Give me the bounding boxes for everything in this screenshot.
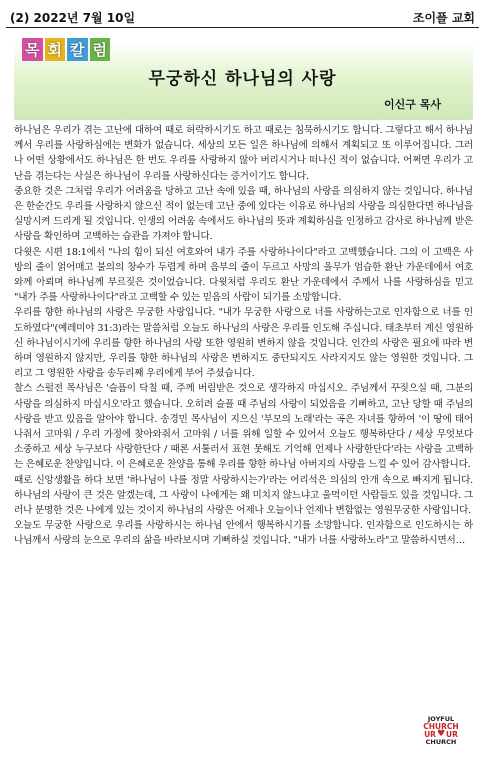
logo-ur-text: UR [424, 729, 436, 739]
issue-date: (2) 2022년 7월 10일 [10, 10, 136, 25]
heart-icon: ♥ [436, 729, 446, 739]
church-logo [418, 716, 464, 760]
logo-ur-text: UR [446, 729, 458, 739]
paragraph: 우리를 향한 하나님의 사랑은 무궁한 사랑입니다. "내가 무궁한 사랑으로 너를 사랑하는고로 인자함으로 너를 인도하였다"(예레미야 31:3)라는 말씀처럼 오늘도 하나님의 사랑은 우리를 인도해 주십니다. 태초부터 계신 영원하신 하나님이시기에 우리를 향한 하나님의 사랑 또한 영원히 변하지 않을 것입니다. 인간의 사랑은 필요에 따라 변하며 영원하지 않지만, 우리를 향한 하나님의 사랑은 변하지도 중단되지도 사라지지도 않는 영원한 것입니다. 그리고 그 영원한 사랑을 송두리째 우리에게 부어 주셨습니다. [14, 307, 473, 380]
paragraph: 중요한 것은 그처럼 우리가 어려움을 당하고 고난 속에 있을 때, 하나님의 사랑을 의심하지 않는 것입니다. 하나님은 한순간도 우리를 사랑하지 않으신 적이 없는데 고난 중에 있다는 이유로 하나님의 사랑을 의심한다면 하나님을 실망시켜 드리게 될 것입니다. 인생의 어려움 속에서도 하나님의 뜻과 계획하심을 인정하고 감사로 하나님께 받은 사랑을 확인하며 고백하는 습관을 가져야 합니다. [14, 185, 473, 243]
church-name: 조이플 교회 [412, 10, 475, 25]
logo-church-text: CHURCH [423, 721, 459, 731]
logo-top-text: JOYFUL [427, 715, 455, 723]
column-label-char: 럼 [90, 38, 111, 61]
paragraph: 찰스 스펄전 목사님은 '슬픔이 닥칠 때, 주께 버림받은 것으로 생각하지 마십시오. 주님께서 꾸짖으실 때, 그분의 사랑을 의심하지 마십시오'라고 했습니다. 오히려 슬플 때 주님의 사랑이 되었음을 기뻐하고, 고난 당할 때 주님의 사랑을 받고 있음을 알아야 합니다. 송경민 목사님이 지으신 '부모의 노래'라는 곡은 자녀를 향하여 '이 땅에 태어나줘서 고마워 / 우리 가정에 찾아와줘서 고마워 / 너를 위해 일할 수 있어서 오늘도 행복하단다 / 세상 무엇보다 소중하고 세상 누구보다 사랑한단다 / 때론 서툴러서 표현 못해도 기억해 언제나 사랑한단다'라는 사랑을 고백하는 은혜로운 찬양입니다. 이 은혜로운 찬양을 통해 우리를 향한 하나님 아버지의 사랑을 느낄 수 있어 감사합니다. [14, 383, 473, 471]
logo-bottom-text: CHURCH [425, 738, 457, 746]
sermon-body [14, 123, 473, 549]
column-label-char: 회 [45, 38, 66, 61]
sermon-title: 무궁하신 하나님의 사랑 [148, 69, 337, 89]
page-header [10, 8, 475, 26]
paragraph: 다윗은 시편 18:1에서 "나의 힘이 되신 여호와여 내가 주를 사랑하나이다"라고 고백했습니다. 그의 이 고백은 사방의 줄이 얽어매고 불의의 창수가 두렵게 하며 음부의 줄이 두르고 사망의 올무가 엄습한 환난 가운데에서 여호와께 아뢰며 하나님께 부르짖은 것이었습니다. 다윗처럼 우리도 환난 가운데에서 주께서 나를 사랑하심을 믿고 "내가 주를 사랑하나이다"라고 고백할 수 있는 믿음의 사람이 되기를 소망합니다. [14, 246, 473, 304]
author-name: 이신구 목사 [384, 98, 441, 111]
paragraph: 오늘도 무궁한 사랑으로 우리를 사랑하시는 하나님 안에서 행복하시기를 소망합니다. 인자함으로 인도하시는 하나님께서 사랑의 눈으로 우리의 삶을 바라보시며 기뻐하실 것입니다. "내가 너를 사랑하노라"고 말씀하시면서… [14, 520, 473, 547]
header-divider [6, 27, 479, 28]
column-label-char: 칼 [67, 38, 88, 61]
paragraph: 때로 신앙생활을 하다 보면 '하나님이 나를 정말 사랑하시는가'라는 어리석은 의심의 안개 속으로 빠지게 됩니다. 하나님의 사랑이 큰 것은 알겠는데, 그 사랑이 나에게는 왜 미치지 않느냐고 울먹이던 사람들도 있을 것입니다. 그러나 분명한 것은 나에게 있는 것이지 하나님의 사랑은 어제나 오늘이나 언제나 변함없는 영원무궁한 사랑입니다. [14, 474, 473, 517]
column-label [22, 38, 110, 61]
column-label-char: 목 [22, 38, 43, 61]
paragraph: 하나님은 우리가 겪는 고난에 대하여 때로 허락하시기도 하고 때로는 침묵하시기도 합니다. 그렇다고 해서 하나님께서 우리를 사랑하심에는 변화가 없습니다. 세상의 모든 일은 하나님에 의해서 계획되고 또 이루어집니다. 그러나 어떤 상황에서도 하나님은 한 번도 우리를 사랑하지 않아 버리시거나 떠나신 적이 없습니다. 어쩌면 우리가 고난을 겪는다는 사실은 하나님이 우리를 사랑하신다는 증거이기도 합니다. [14, 125, 473, 182]
